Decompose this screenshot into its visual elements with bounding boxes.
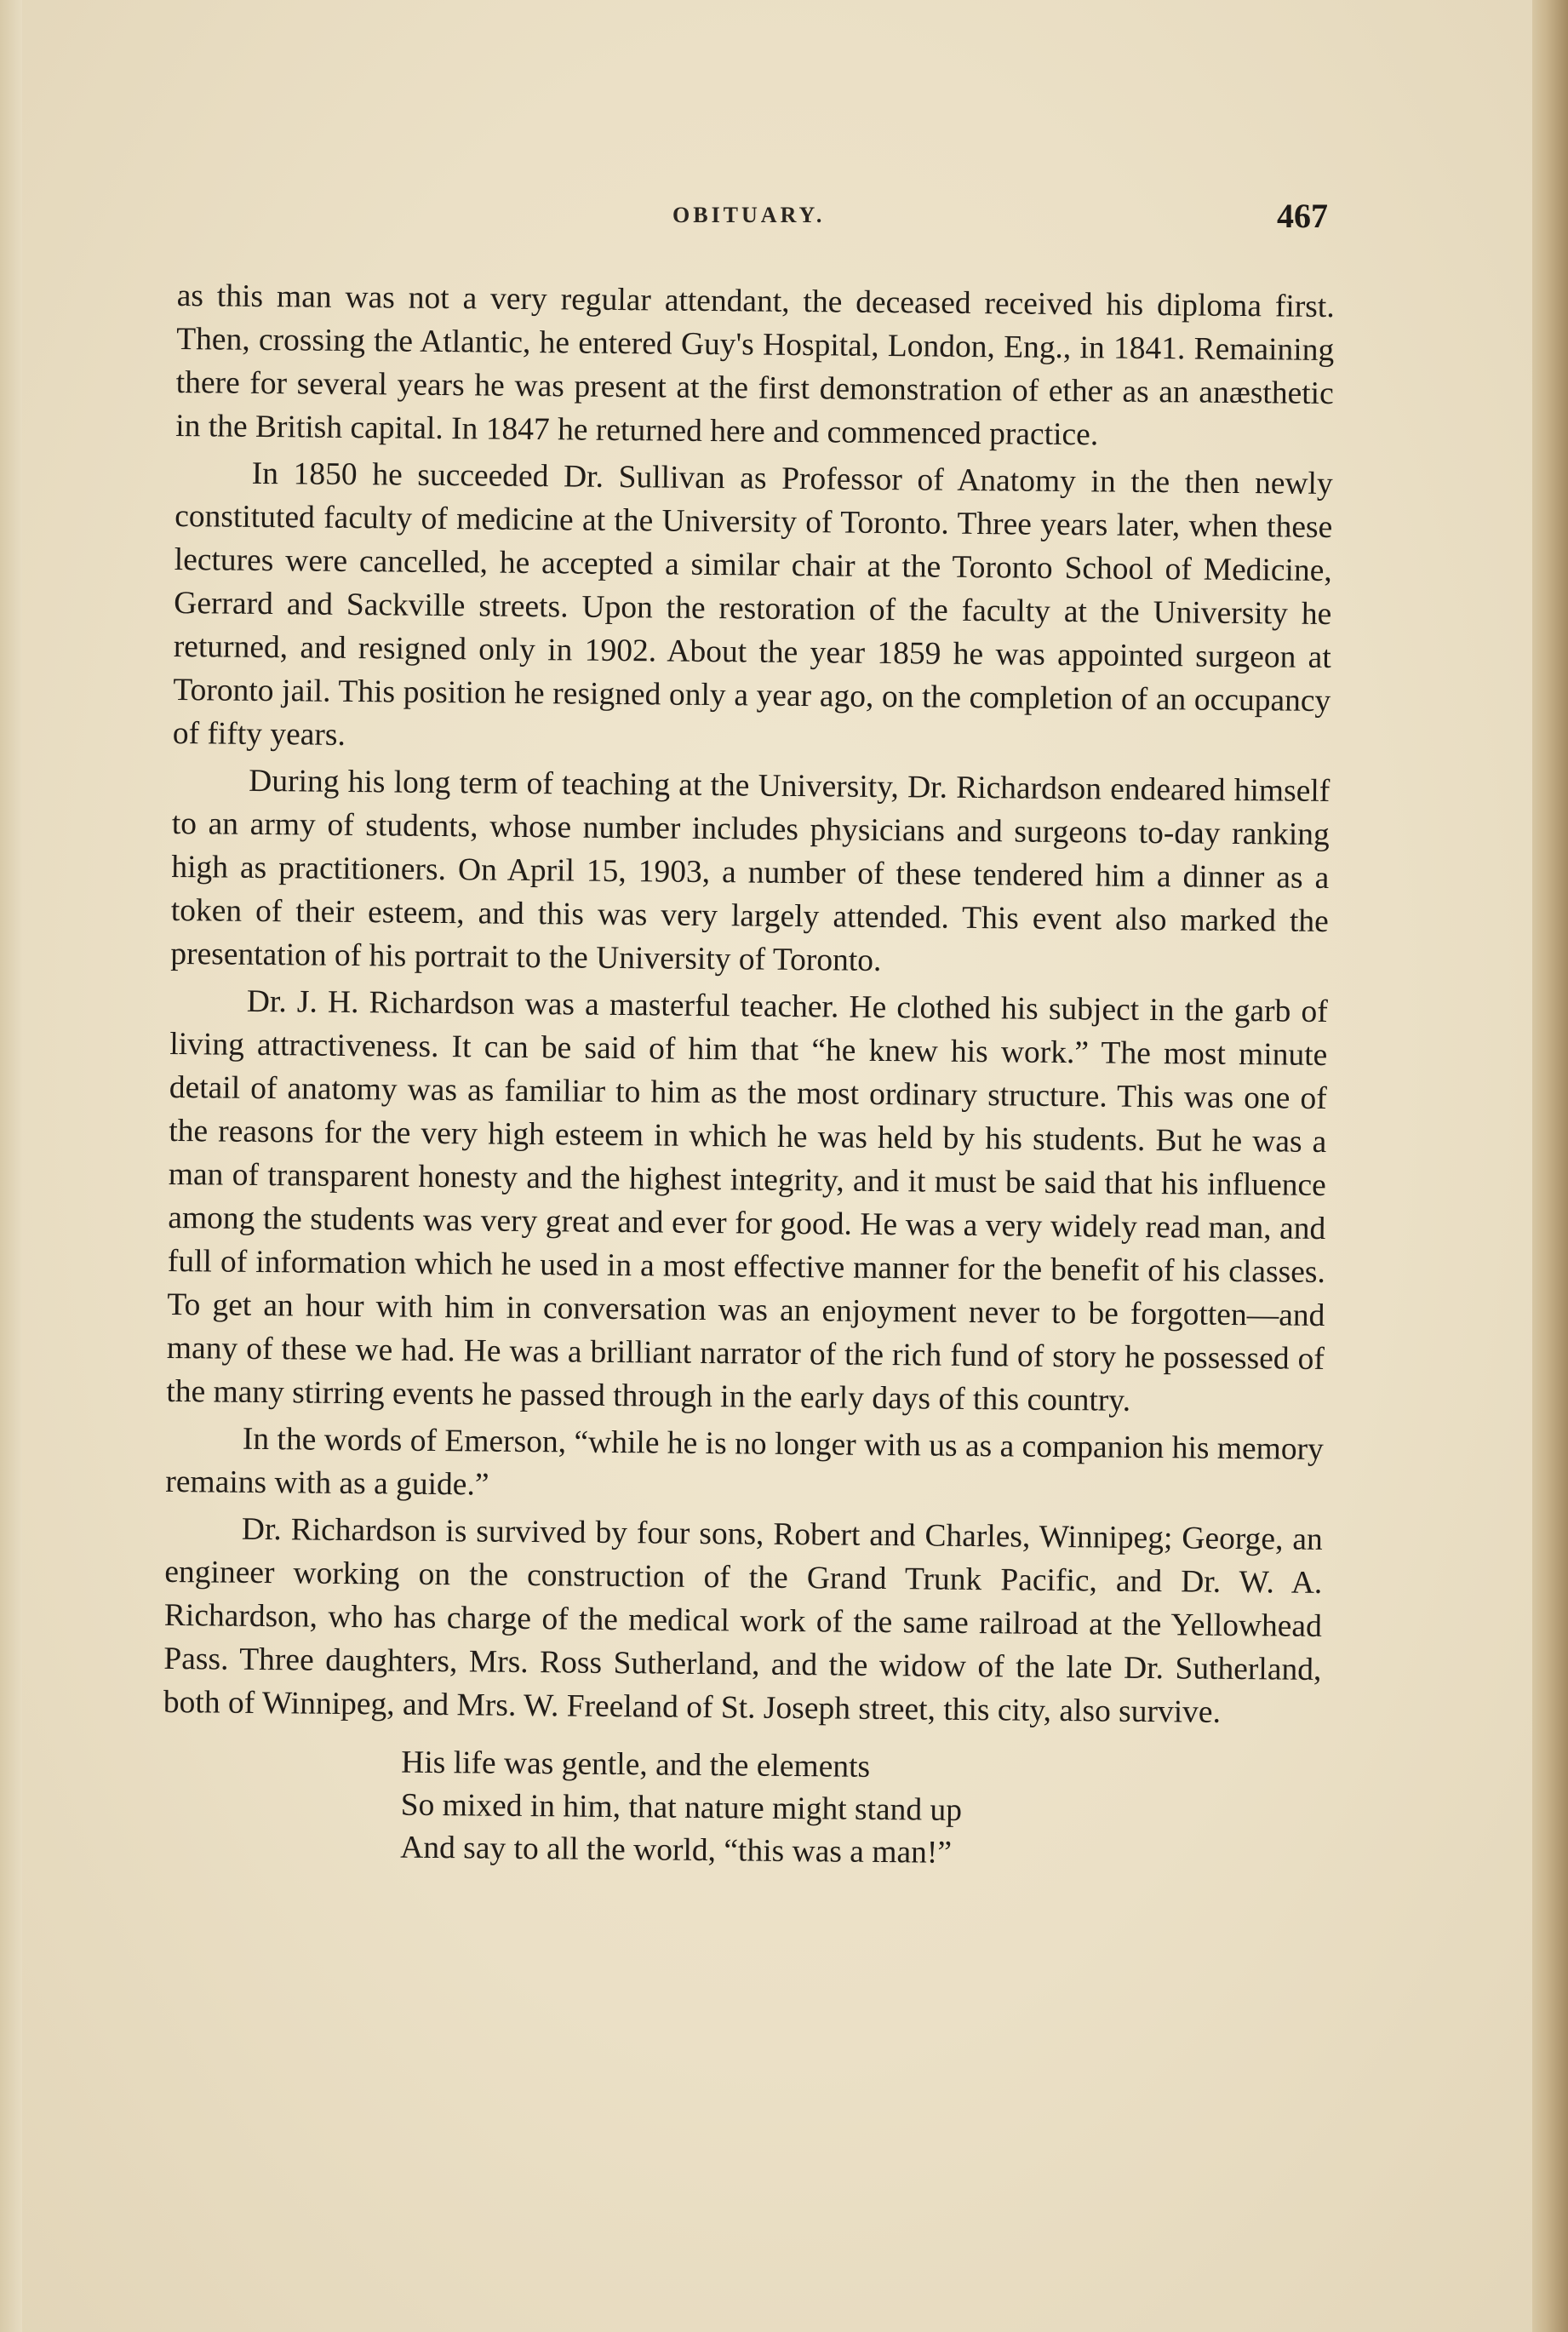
paragraph-3: During his long term of teaching at the University, Dr. Richardson endeared himself to an army of students, whose number includes physicians and surgeons to-day ranking high as practitioners. On April 15, 1903, a number of these tendered him a dinner as a token of their esteem, and this was very largely attended. This event also marked the presentation of his portrait to the University of Toronto.	[170, 763, 1331, 978]
obituary-body	[162, 274, 1335, 1878]
closing-verse	[162, 1739, 1320, 1878]
page-header	[170, 189, 1328, 249]
page-gutter-shadow	[0, 0, 22, 2332]
verse-line-1: His life was gentle, and the elements	[401, 1745, 871, 1785]
paragraph-1: as this man was not a very regular attendant, the deceased received his diploma first. Then, crossing the Atlantic, he entered Guy's Hospital, London, Eng., in 1841. Remaining there for several years he was present at the first demonstration of ether as an anæsthetic in the British capital. In 1847 he returned here and commenced practice.	[175, 278, 1335, 453]
paragraph-4: Dr. J. H. Richardson was a masterful teacher. He clothed his subject in the garb of living attractiveness. It can be said of him that “he knew his work.” The most minute detail of anatomy was as familiar to him as the most ordinary structure. This was one of the reasons for the very high esteem in which he was held by his students. But he was a man of transparent honesty and the highest integrity, and it must be said that his influence among the students was very great and ever for good. He was a very widely read man, and full of information which he used in a most effective manner for the benefit of his classes. To get an hour with him in conversation was an enjoyment never to be forgotten—and many of these we had. He was a brilliant narrator of the rich fund of story he possessed of the many stirring events he passed through in the early days of this country.	[166, 983, 1328, 1418]
paragraph-6: Dr. Richardson is survived by four sons, Robert and Charles, Winnipeg; George, an engineer working on the construction of the Grand Trunk Pacific, and Dr. W. A. Richardson, who has charge of the medical work of the same railroad at the Yellowhead Pass. Three daughters, Mrs. Ross Sutherland, and the widow of the late Dr. Sutherland, both of Winnipeg, and Mrs. W. Freeland of St. Joseph street, this city, also survive.	[163, 1511, 1323, 1730]
page-edge-shadow	[1532, 0, 1568, 2332]
page-number: 467	[1277, 197, 1328, 235]
verse-line-2: So mixed in him, that nature might stand up	[400, 1787, 963, 1828]
paragraph-5: In the words of Emerson, “while he is no longer with us as a companion his memory remains with as a guide.”	[165, 1421, 1325, 1503]
running-head: OBITUARY.	[672, 203, 826, 227]
paragraph-2: In 1850 he succeeded Dr. Sullivan as Professor of Anatomy in the then newly constituted faculty of medicine at the University of Toronto. Three years later, when these lectures were cancelled, he accepted a similar chair at the Toronto School of Medicine, Gerrard and Sackville streets. Upon the restoration of the faculty at the University he returned, and resigned only in 1902. About the year 1859 he was appointed surgeon at Toronto jail. This position he resigned only a year ago, on the completion of an occupancy of fifty years.	[172, 456, 1333, 753]
verse-line-3: And say to all the world, “this was a man!”	[400, 1830, 953, 1871]
